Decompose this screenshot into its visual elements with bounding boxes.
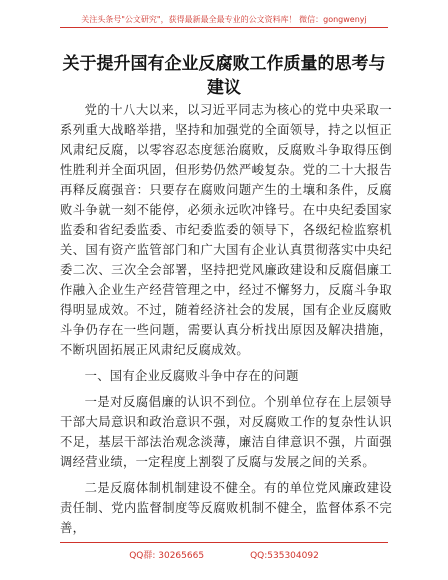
section-heading: 一、国有企业反腐败斗争中存在的问题: [84, 369, 299, 383]
footer-qq-group: QQ群: 30265665: [129, 551, 205, 561]
body-paragraph: 一是对反腐倡廉的认识不到位。个别单位存在上层领导干部大局意识和政治意识不强，对反腐败工作的复杂性认识不足，基层干部法治观念淡薄，廉洁自律意识不强，片面强调经营业绩，一定程度上割裂了反腐与发展之间的关系。: [60, 395, 392, 469]
footer-qq: QQ:535304092: [250, 551, 319, 561]
page-header-promo: 关注头条号"公文研究"，获得最新最全最专业的公文资料库！ 微信：gongwenyj: [81, 15, 367, 24]
intro-paragraph: 党的十八大以来，以习近平同志为核心的党中央采取一系列重大战略举措，坚持和加强党的全面领导，持之以恒正风肃纪反腐，以零容忍态度惩治腐败，反腐败斗争取得压倒性胜利并全面巩固，但形势仍然严峻复杂。党的二十大报告再释反腐强音：只要存在腐败问题产生的土壤和条件，反腐败斗争就一刻不能停，必须永远吹冲锋号。在中央纪委国家监委和省纪委监委、市纪委监委的领导下，各级纪检监察机关、国有资产监管部门和广大国有企业认真贯彻落实中央纪委二次、三次全会部署，坚持把党风廉政建设和反腐倡廉工作融入企业生产经营管理之中，经过不懈努力，反腐斗争取得明显成效。不过，随着经济社会的发展，国有企业反腐败斗争仍存在一些问题，需要认真分析找出原因及解决措施，不断巩固拓展正风肃纪反腐成效。: [60, 103, 392, 357]
document-body: [60, 100, 392, 544]
document-title: 关于提升国有企业反腐败工作质量的思考与建议: [62, 54, 386, 98]
header-divider: [60, 27, 388, 28]
body-paragraph: 二是反腐体制机制建设不健全。有的单位党风廉政建设责任制、党内监督制度等反腐败机制不健全，监督体系不完善，: [60, 481, 392, 535]
page-footer: [0, 548, 448, 561]
footer-divider: [60, 542, 388, 543]
